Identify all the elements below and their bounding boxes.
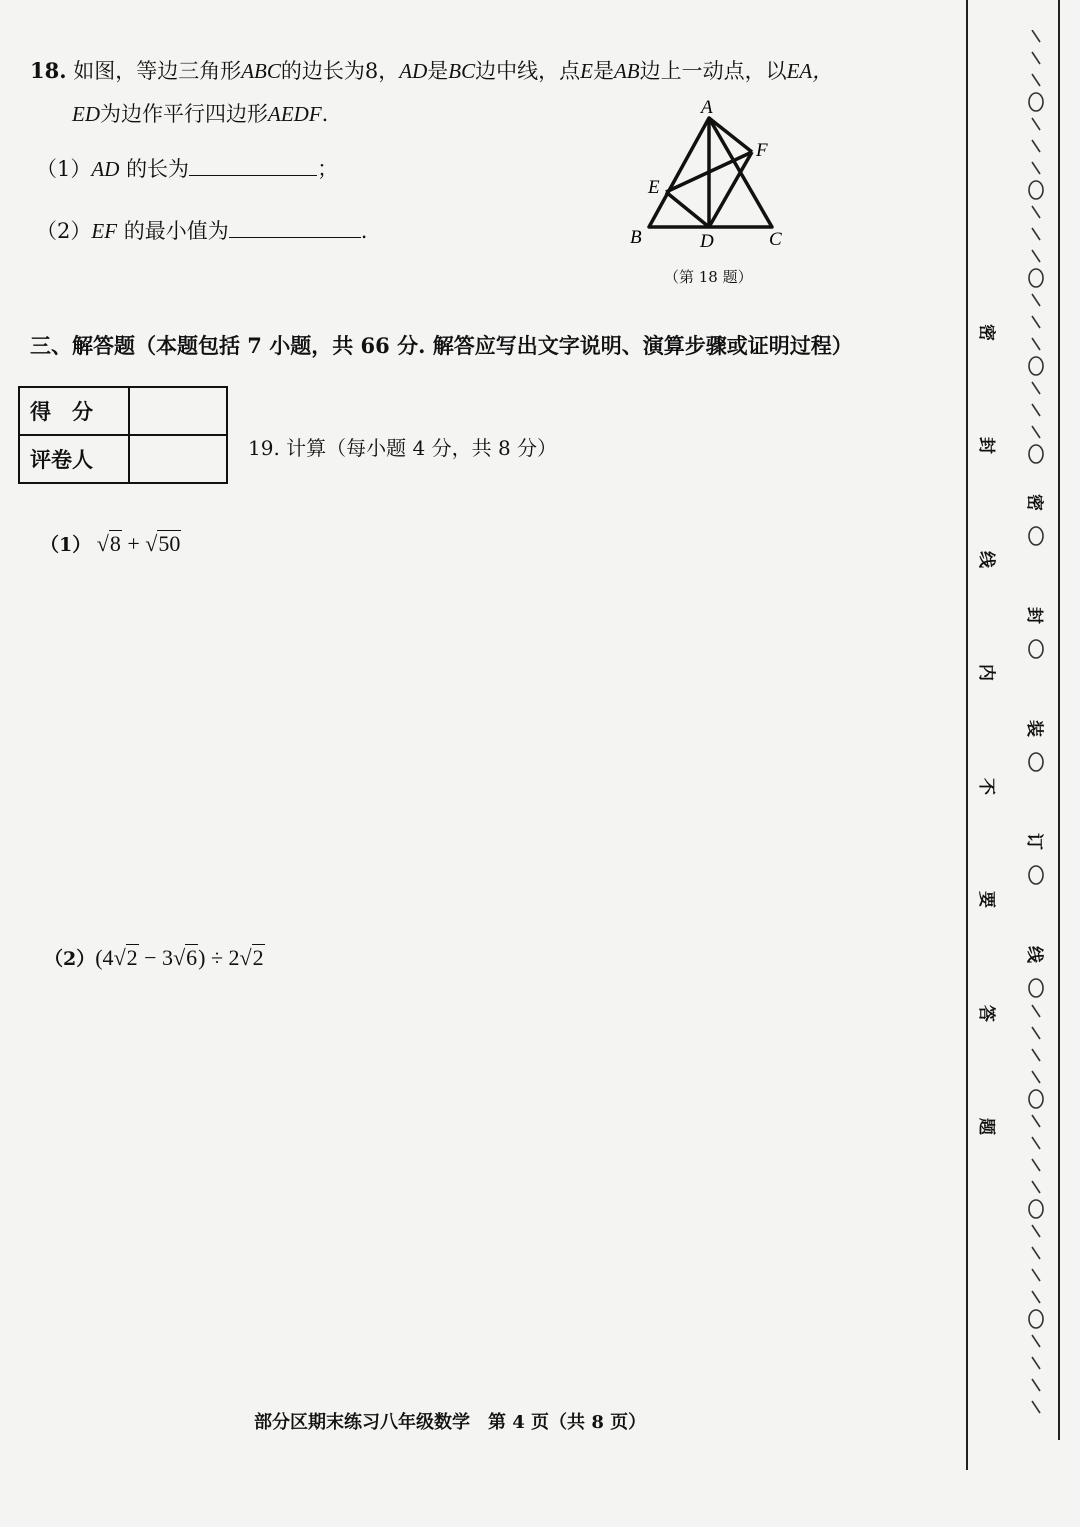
q18-sub1: （1）AD 的长为 ；	[36, 157, 339, 181]
seal-slash-mark	[1032, 1005, 1040, 1017]
seal-char-inner: 密	[976, 324, 996, 341]
seal-slash-mark	[1032, 228, 1040, 240]
score-box	[18, 386, 228, 484]
sqrt-6: √6	[173, 945, 198, 970]
q18-triangle-figure	[620, 96, 800, 256]
seal-char-outer: 装	[1024, 720, 1044, 737]
label-e: E	[648, 177, 660, 198]
q18-line2: ED为边作平行四边形AEDF.	[72, 102, 329, 126]
seal-slash-mark	[1032, 294, 1040, 306]
seal-char-outer: 订	[1024, 833, 1044, 850]
seal-circle-mark	[1029, 1310, 1043, 1328]
seal-char-inner: 内	[976, 664, 996, 681]
seal-slash-mark	[1032, 162, 1040, 174]
seal-char-inner: 要	[976, 891, 996, 908]
seal-slash-mark	[1032, 1181, 1040, 1193]
q18-number: 18.	[30, 58, 67, 83]
seal-slash-mark	[1032, 1071, 1040, 1083]
seal-slash-mark	[1032, 1049, 1040, 1061]
seal-circle-mark	[1029, 181, 1043, 199]
seal-slash-mark	[1032, 316, 1040, 328]
seal-slash-mark	[1032, 338, 1040, 350]
sqrt-2-a: √2	[113, 945, 138, 970]
seal-slash-mark	[1032, 1115, 1040, 1127]
seal-circle-mark	[1029, 445, 1043, 463]
seal-char-outer: 密	[1024, 494, 1044, 511]
seal-slash-mark	[1032, 1269, 1040, 1281]
seal-slash-mark	[1032, 52, 1040, 64]
answer-blank-2[interactable]	[229, 217, 361, 238]
label-c: C	[769, 229, 782, 250]
answer-blank-1[interactable]	[189, 155, 317, 176]
label-b: B	[630, 227, 642, 248]
grader-cell[interactable]	[129, 435, 227, 483]
score-cell[interactable]	[129, 387, 227, 435]
seal-slash-mark	[1032, 118, 1040, 130]
segment-ed	[666, 192, 709, 227]
seal-circle-mark	[1029, 1090, 1043, 1108]
seal-slash-mark	[1032, 206, 1040, 218]
score-label: 得 分	[19, 387, 129, 435]
seal-slash-mark	[1032, 1401, 1040, 1413]
seal-circle-mark	[1029, 1200, 1043, 1218]
seal-slash-mark	[1032, 1225, 1040, 1237]
seal-slash-mark	[1032, 1159, 1040, 1171]
seal-slash-mark	[1032, 426, 1040, 438]
seal-char-outer: 封	[1024, 607, 1044, 624]
seal-circle-mark	[1029, 357, 1043, 375]
seal-column-inner	[976, 320, 1006, 1160]
segment-af	[709, 118, 752, 152]
seal-slash-mark	[1032, 1357, 1040, 1369]
seal-slash-mark	[1032, 1291, 1040, 1303]
seal-char-outer: 线	[1024, 946, 1044, 963]
q18-line1: 18. 如图，等边三角形ABC的边长为8，AD是BC边中线，点E是AB边上一动点，以EA，	[30, 58, 834, 83]
seal-slash-mark	[1032, 404, 1040, 416]
seal-chars-outer	[1026, 480, 1054, 980]
sqrt-50: √50	[145, 531, 181, 556]
q19-title: 19. 计算（每小题 4 分，共 8 分）	[248, 436, 558, 460]
grader-label: 评卷人	[19, 435, 129, 483]
seal-char-inner: 答	[976, 1005, 996, 1022]
label-d: D	[700, 231, 714, 252]
page-footer: 部分区期末练习八年级数学 第 4 页（共 8 页）	[254, 1412, 647, 1433]
seal-slash-mark	[1032, 30, 1040, 42]
label-f: F	[756, 140, 768, 161]
seal-slash-mark	[1032, 140, 1040, 152]
margin-line-outer	[1058, 0, 1060, 1440]
seal-slash-mark	[1032, 1379, 1040, 1391]
seal-slash-mark	[1032, 1247, 1040, 1259]
seal-circle-mark	[1029, 979, 1043, 997]
seal-slash-mark	[1032, 1335, 1040, 1347]
seal-char-inner: 封	[976, 437, 996, 454]
label-a: A	[701, 97, 713, 118]
section-3-title: 三、解答题（本题包括 7 小题，共 66 分. 解答应写出文字说明、演算步骤或证明过程）	[30, 333, 853, 358]
seal-slash-mark	[1032, 74, 1040, 86]
figure-caption: （第 18 题）	[664, 268, 753, 286]
seal-char-inner: 不	[976, 778, 996, 795]
sqrt-8: √8	[96, 531, 121, 556]
seal-slash-mark	[1032, 250, 1040, 262]
seal-char-inner: 题	[976, 1118, 996, 1135]
seal-slash-mark	[1032, 1027, 1040, 1039]
sqrt-2-b: √2	[239, 945, 264, 970]
q19-part1: （1） √8 + √50	[40, 531, 181, 556]
seal-circle-mark	[1029, 269, 1043, 287]
q18-sub2: （2）EF 的最小值为 .	[36, 219, 368, 243]
margin-line-inner	[966, 0, 968, 1470]
q19-part2: （2）(4√2 − 3√6) ÷ 2√2	[44, 945, 264, 970]
seal-char-inner: 线	[976, 551, 996, 568]
seal-slash-mark	[1032, 1137, 1040, 1149]
seal-circle-mark	[1029, 93, 1043, 111]
seal-slash-mark	[1032, 382, 1040, 394]
